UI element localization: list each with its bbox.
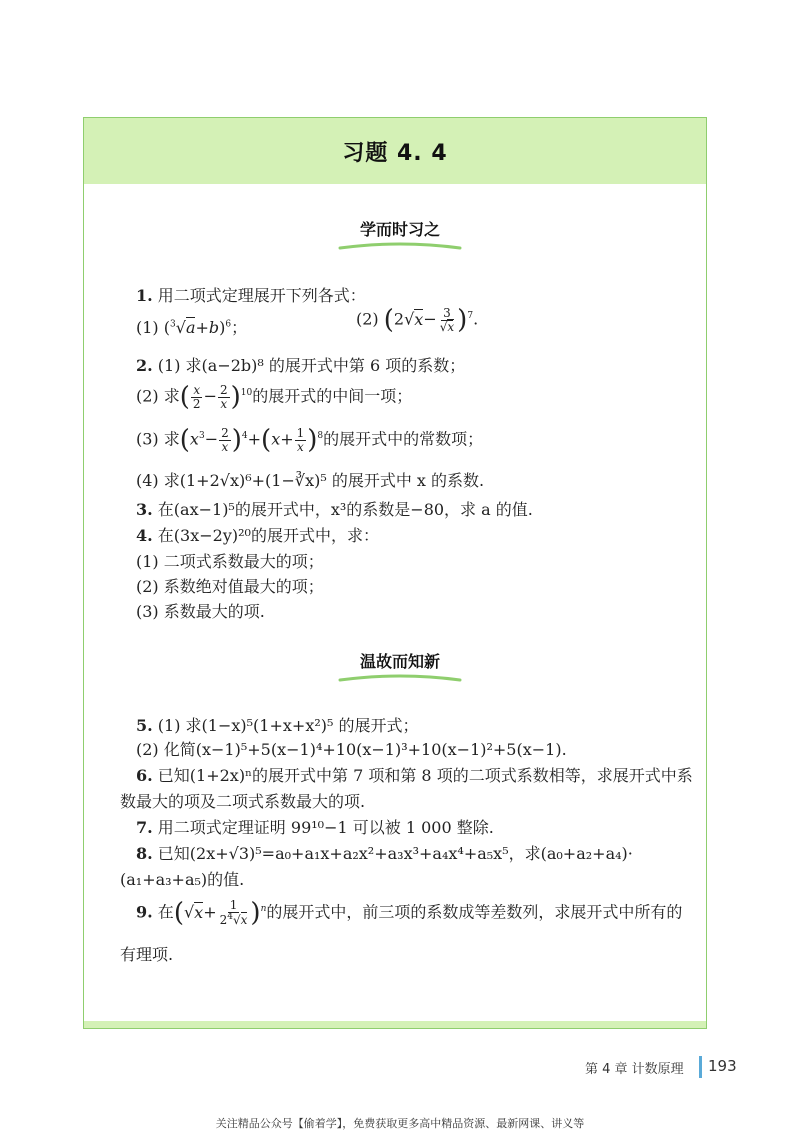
page-footer	[0, 1058, 800, 1078]
problem-6-cont	[120, 789, 365, 812]
problem-4c	[136, 599, 265, 622]
problem-number: 9.	[136, 902, 153, 922]
problem-text: (2) 系数绝对值最大的项；	[136, 577, 324, 596]
problem-text: (a₁+a₃+a₅)的值.	[120, 870, 245, 889]
problem-text: 的展开式中，前三项的系数成等差数列，求展开式中所有的	[266, 902, 683, 922]
problem-number: 2.	[136, 356, 153, 375]
title-bar	[84, 118, 706, 184]
problem-number: 8.	[136, 844, 153, 863]
problem-2d	[136, 468, 484, 491]
problem-text: 在(ax−1)⁵的展开式中，x³的系数是−80，求 a 的值.	[157, 500, 533, 519]
problem-text: (1) 二项式系数最大的项；	[136, 552, 324, 571]
problem-3	[136, 497, 533, 520]
problem-4a	[136, 549, 324, 572]
problem-5b	[136, 737, 567, 760]
problem-9: 9. 在(√x+ $\frac{1}{2^4√x}$ )$^n$的展开式中，前三项的系数成等差数列，求展开式中所有的	[136, 898, 683, 928]
problem-text: 已知(2x+√3)⁵=a₀+a₁x+a₂x²+a₃x³+a₄x⁴+a₅x⁵，求(a₀+a₂+a₄)·	[157, 844, 633, 863]
problem-text: 用二项式定理展开下列各式：	[157, 286, 366, 305]
problem-text: 用二项式定理证明 99¹⁰−1 可以被 1 000 整除.	[157, 818, 494, 837]
problem-number: 6.	[136, 766, 153, 785]
part-label: (1)	[136, 318, 159, 337]
problem-text: 已知(1+2x)ⁿ的展开式中第 7 项和第 8 项的二项式系数相等，求展开式中系	[157, 766, 693, 785]
problem-number: 4.	[136, 526, 153, 545]
problem-4	[136, 523, 379, 546]
problem-number: 1.	[136, 286, 153, 305]
part-text: (2) 求	[136, 386, 180, 406]
problem-5a	[136, 713, 419, 736]
problem-6	[136, 763, 693, 786]
problem-text: (2) 化简(x−1)⁵+5(x−1)⁴+10(x−1)³+10(x−1)²+5(x−1).	[136, 740, 567, 759]
part-text: (3) 求	[136, 429, 180, 449]
swoosh-underline-icon	[335, 242, 465, 252]
problem-number: 3.	[136, 500, 153, 519]
part-label: (2)	[356, 309, 379, 329]
problem-1a: (1) $(^3√a+b)^6$；	[136, 318, 248, 337]
problem-1	[136, 283, 366, 306]
page-number: 193	[708, 1057, 737, 1075]
problem-7	[136, 815, 494, 838]
bottom-band	[84, 1021, 706, 1028]
section-heading-text: 温故而知新	[359, 652, 440, 671]
part-text: 的展开式的中间一项；	[252, 386, 413, 406]
problem-text: (4) 求(1+2√x)⁶+(1−∛x)⁵ 的展开式中 x 的系数.	[136, 471, 485, 490]
problem-number: 7.	[136, 818, 153, 837]
chapter-label: 第 4 章 计数原理	[585, 1062, 684, 1077]
problem-2b: (2) 求( $\frac{x}{2}$ − $\frac{2}{x}$ )$^{10}$的展开式的中间一项；	[136, 382, 413, 412]
problem-text: (1) 求(1−x)⁵(1+x+x²)⁵ 的展开式；	[157, 716, 419, 735]
section-heading-review	[0, 217, 800, 252]
page-title: 习题 4. 4	[342, 140, 448, 166]
page-divider	[699, 1056, 702, 1078]
section-heading-advance	[0, 649, 800, 684]
problem-number: 5.	[136, 716, 153, 735]
part-text: 的展开式中的常数项；	[323, 429, 484, 449]
problem-9-cont	[120, 942, 173, 965]
problem-text: 在(3x−2y)²⁰的展开式中，求：	[157, 526, 379, 545]
promo-notice: 关注精品公众号【偷着学】，免费获取更多高中精品资源、最新网课、讲义等	[215, 1117, 585, 1130]
swoosh-underline-icon	[335, 674, 465, 684]
problem-text: 数最大的项及二项式系数最大的项.	[120, 792, 366, 811]
exercise-frame	[83, 117, 707, 1029]
problem-text: 有理项.	[120, 945, 174, 964]
problem-8-cont	[120, 867, 244, 890]
problem-text: (1) 求(a−2b)⁸ 的展开式中第 6 项的系数；	[157, 356, 466, 375]
problem-8	[136, 841, 633, 864]
problem-2c: (3) 求($x^3-$ $\frac{2}{x}$ )$^4$+(x+ $\frac{1}{x}$ )$^8$的展开式中的常数项；	[136, 425, 484, 455]
problem-1b: (2) (2√x− $\frac{3}{√x}$ )$^7$.	[356, 305, 479, 335]
section-heading-text: 学而时习之	[359, 220, 440, 239]
problem-text: (3) 系数最大的项.	[136, 602, 265, 621]
problem-4b	[136, 574, 324, 597]
problem-text: 在	[157, 902, 174, 922]
problem-2a	[136, 353, 465, 376]
